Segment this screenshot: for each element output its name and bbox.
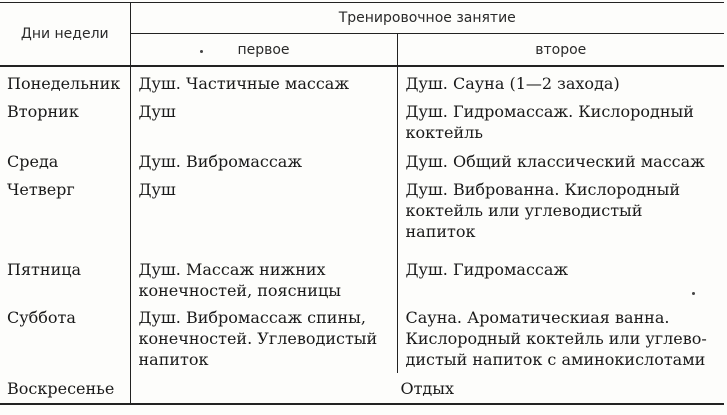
- cell-line: Душ. Гидромассаж: [405, 260, 569, 279]
- day-cell: Вторник: [0, 98, 130, 149]
- first-session-cell: [130, 66, 397, 98]
- cell-line: Душ: [138, 102, 176, 121]
- scan-speck: [692, 292, 695, 295]
- cell-line: Душ. Вибромассаж спины,: [138, 308, 366, 327]
- header-days: Дни недели: [0, 3, 130, 67]
- cell-line: коктейль или углеводистый: [405, 201, 643, 220]
- cell-line: конечностей. Углеводистый: [138, 329, 378, 348]
- cell-line: Кислородный коктейль или углево-: [405, 329, 707, 348]
- cell-line: Душ. Вибромассаж: [138, 152, 303, 171]
- cell-line: Душ. Частичные массаж: [138, 74, 350, 93]
- table-row-tuesday: [0, 98, 724, 149]
- day-cell: Пятница: [0, 257, 130, 307]
- header-second-session: второе: [397, 34, 724, 66]
- cell-line: конечностей, поясницы: [138, 281, 341, 300]
- cell-line: Душ. Виброванна. Кислородный: [405, 180, 681, 199]
- first-session-cell: [130, 149, 397, 179]
- header-first-session: первое: [130, 34, 397, 66]
- training-schedule-table: [0, 2, 724, 405]
- second-session-cell: [397, 179, 724, 257]
- table-row-sunday: [0, 373, 724, 404]
- second-session-cell: [397, 149, 724, 179]
- table-row-wednesday: [0, 149, 724, 179]
- table-row-monday: [0, 66, 724, 98]
- rest-cell: Отдых: [130, 373, 724, 404]
- table-row-thursday: [0, 179, 724, 257]
- first-session-cell: [130, 179, 397, 257]
- header-training-session: Тренировочное занятие: [130, 3, 724, 34]
- header-row: [0, 3, 724, 34]
- first-session-cell: [130, 257, 397, 307]
- day-cell: Суббота: [0, 307, 130, 373]
- day-cell: Понедельник: [0, 66, 130, 98]
- first-session-cell: [130, 98, 397, 149]
- day-cell: Воскресенье: [0, 373, 130, 404]
- second-session-cell: [397, 98, 724, 149]
- cell-line: Сауна. Ароматическиая ванна.: [405, 308, 670, 327]
- cell-line: коктейль: [405, 123, 483, 142]
- table-row-saturday: [0, 307, 724, 373]
- second-session-cell: [397, 307, 724, 373]
- table-row-friday: [0, 257, 724, 307]
- first-session-cell: [130, 307, 397, 373]
- cell-line: Душ: [138, 180, 176, 199]
- cell-line: Душ. Общий классический массаж: [405, 152, 705, 171]
- cell-line: Душ. Массаж нижних: [138, 260, 326, 279]
- cell-line: дистый напиток с аминокислотами: [405, 350, 706, 369]
- cell-line: Душ. Гидромассаж. Кислородный: [405, 102, 694, 121]
- second-session-cell: [397, 257, 724, 307]
- day-cell: Среда: [0, 149, 130, 179]
- cell-line: напиток: [138, 350, 209, 369]
- second-session-cell: [397, 66, 724, 98]
- cell-line: Душ. Сауна (1—2 захода): [405, 74, 620, 93]
- scan-speck: [200, 50, 203, 53]
- cell-line: напиток: [405, 222, 476, 241]
- day-cell: Четверг: [0, 179, 130, 257]
